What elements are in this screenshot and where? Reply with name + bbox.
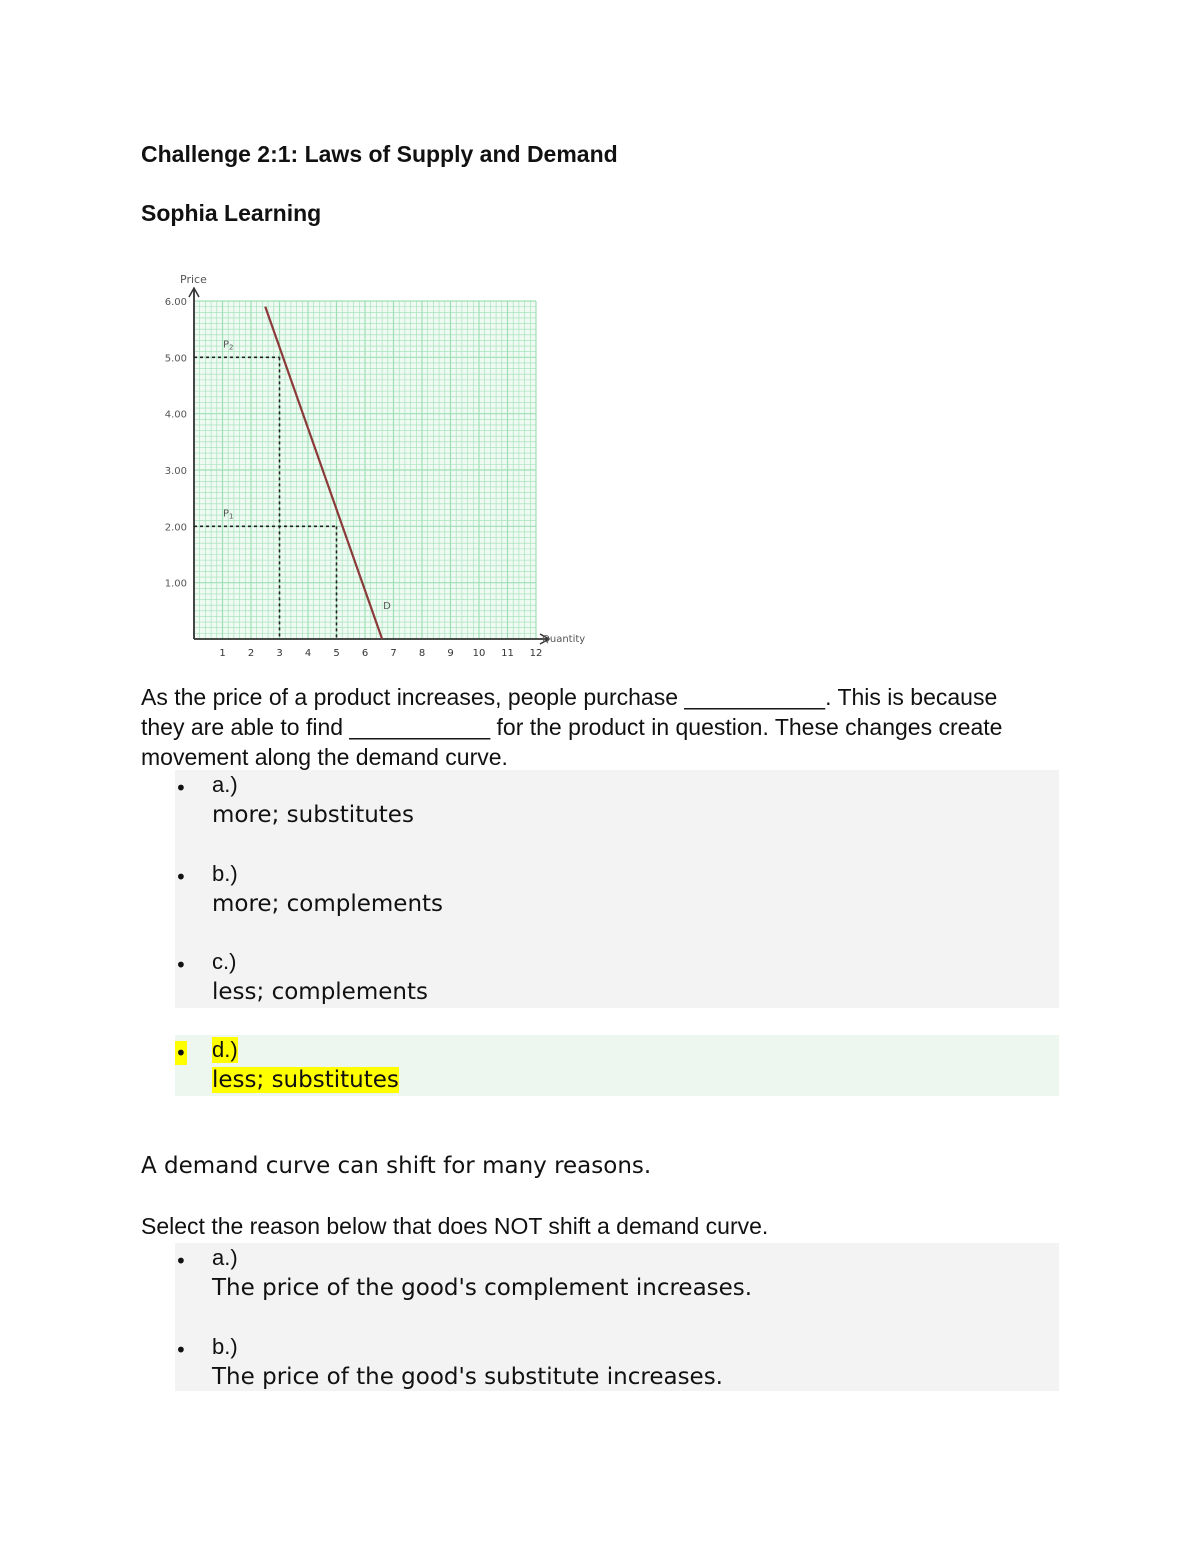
option-answer: The price of the good's complement increases. [212, 1275, 753, 1301]
bullet: • [175, 953, 187, 977]
question-1-options [175, 770, 1059, 1008]
demand-chart-svg [150, 268, 600, 668]
option-answer: more; substitutes [212, 802, 414, 828]
question-2-text: Select the reason below that does NOT shift a demand curve. [141, 1213, 769, 1239]
price-point-subscript: 2 [229, 343, 234, 352]
option-b[interactable] [175, 1334, 1059, 1394]
question-2-intro: A demand curve can shift for many reasons. [141, 1153, 652, 1179]
y-tick-label: 5.00 [164, 353, 187, 365]
bullet: • [175, 1249, 187, 1273]
x-tick-label: 11 [501, 648, 514, 659]
document-title: Challenge 2:1: Laws of Supply and Demand [141, 141, 618, 167]
x-tick-label: 3 [276, 648, 283, 659]
demand-curve-label: D [383, 601, 391, 612]
document-subtitle: Sophia Learning [141, 200, 322, 226]
x-tick-label: 1 [219, 648, 226, 659]
x-tick-label: 6 [361, 648, 369, 659]
option-a[interactable] [175, 1245, 1059, 1305]
x-axis-label: Quantity [542, 634, 586, 645]
option-letter: a.) [212, 772, 238, 797]
bullet: • [175, 865, 187, 889]
bullet: • [175, 776, 187, 800]
x-tick-label: 2 [247, 648, 255, 659]
option-letter: d.) [212, 1037, 238, 1062]
x-tick-label: 8 [418, 648, 426, 659]
option-d-selected[interactable] [175, 1035, 1059, 1096]
option-answer: more; complements [212, 891, 444, 917]
y-axis-label: Price [180, 273, 207, 286]
question-2-options [175, 1243, 1059, 1391]
option-d[interactable] [175, 1037, 1059, 1097]
x-tick-label: 9 [447, 648, 454, 659]
bullet: • [175, 1041, 187, 1065]
option-letter: c.) [212, 949, 237, 974]
option-c[interactable] [175, 949, 1059, 1009]
x-tick-label: 4 [304, 648, 312, 659]
option-answer: less; complements [212, 979, 428, 1005]
y-tick-label: 4.00 [164, 409, 187, 421]
y-tick-label: 2.00 [164, 522, 187, 534]
y-tick-label: 3.00 [164, 466, 187, 477]
x-tick-label: 7 [390, 648, 397, 659]
option-answer: less; substitutes [212, 1067, 399, 1093]
question-1-text: As the price of a product increases, people purchase ___________. This is because they are able to find ___________ for the product in question. These changes create movement along the demand curve. [141, 684, 1003, 770]
x-tick-label: 10 [472, 648, 486, 659]
y-tick-label: 6.00 [164, 297, 187, 308]
option-answer: The price of the good's substitute increases. [212, 1364, 723, 1390]
option-letter: a.) [212, 1245, 238, 1270]
price-point-subscript: 1 [229, 512, 234, 521]
x-tick-label: 12 [529, 648, 543, 659]
option-letter: b.) [212, 861, 238, 886]
option-letter: b.) [212, 1334, 238, 1359]
x-tick-label: 5 [333, 648, 340, 659]
bullet: • [175, 1338, 187, 1362]
demand-chart [150, 268, 600, 668]
price-point-label: $P_2$ [223, 339, 234, 352]
price-point-label: $P_1$ [223, 508, 234, 521]
option-b[interactable] [175, 861, 1059, 921]
option-a[interactable] [175, 772, 1059, 832]
y-tick-label: 1.00 [164, 578, 187, 590]
